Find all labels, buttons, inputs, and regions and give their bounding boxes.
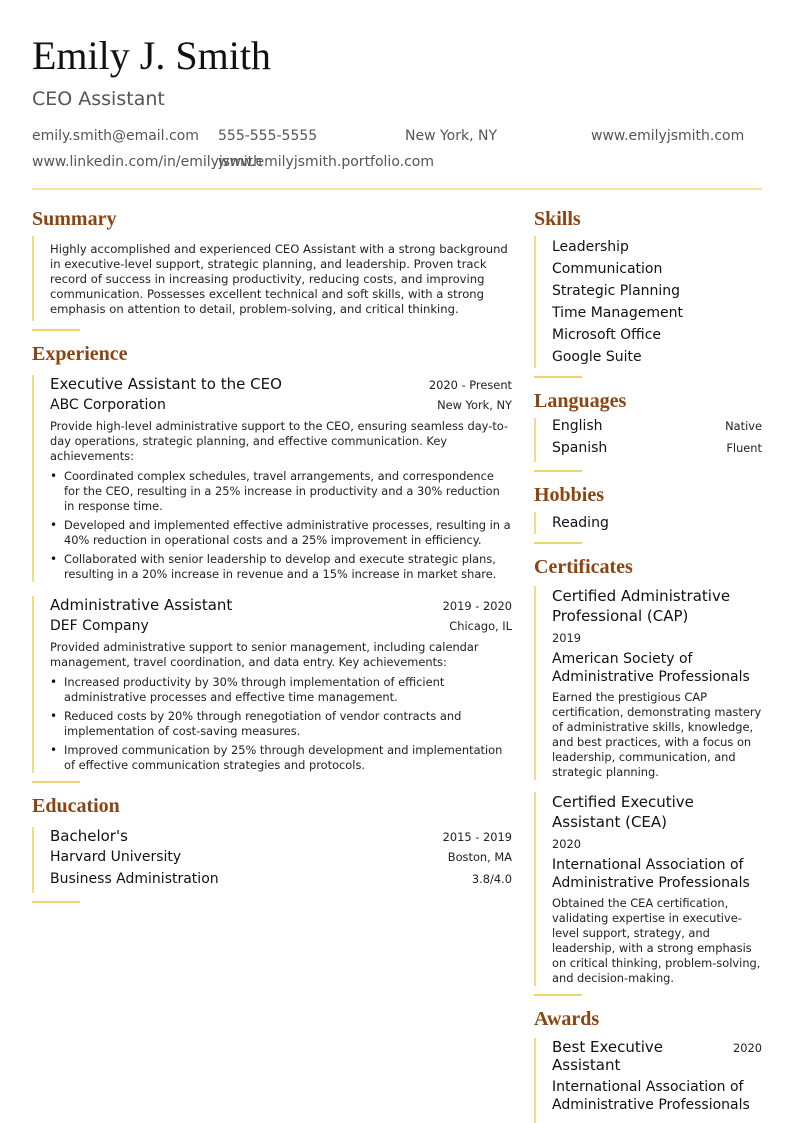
school-location: Boston, MA bbox=[447, 850, 512, 864]
language-name: English bbox=[552, 418, 603, 434]
section-divider bbox=[534, 994, 582, 996]
email-link[interactable]: emily.smith@email.com bbox=[32, 128, 199, 144]
job-location: New York, NY bbox=[437, 398, 512, 412]
summary-text: Highly accomplished and experienced CEO Assistant with a strong background in executive-level support, strategic planning, and leadership. Proven track record of success in increasing productivity, reducing costs, and improving communication. Possesses excellent technical and soft skills, with a strong emphasis on attention to detail, problem-solving, and critical thinking. bbox=[32, 236, 512, 321]
certificate-description: Earned the prestigious CAP certification, demonstrating mastery of administrative skills, knowledge, and best practices, with a focus on leadership, communication, and strategic planning. bbox=[552, 690, 762, 779]
education-heading: Education bbox=[32, 795, 120, 817]
skill-item: Time Management bbox=[552, 305, 683, 321]
job-location: Chicago, IL bbox=[449, 619, 512, 633]
certificates-heading: Certificates bbox=[534, 556, 633, 578]
website-link[interactable]: www.emilyjsmith.com bbox=[591, 128, 745, 144]
section-divider bbox=[32, 781, 80, 783]
awards-heading: Awards bbox=[534, 1008, 600, 1030]
achievement-item: • Reduced costs by 20% through renegotiation of vendor contracts and implementation of cost-saving measures. bbox=[50, 709, 512, 739]
skills-list bbox=[534, 236, 762, 368]
achievement-item: • Increased productivity by 30% through implementation of efficient administrative processes and effective time management. bbox=[50, 675, 512, 705]
certificate-entry bbox=[534, 586, 762, 780]
certificate-issuer: American Society of Administrative Professionals bbox=[552, 651, 750, 685]
education-entry bbox=[32, 827, 512, 893]
job-title: Executive Assistant to the CEO bbox=[50, 375, 282, 393]
language-item bbox=[552, 440, 762, 462]
candidate-name: Emily J. Smith bbox=[32, 33, 271, 78]
job-entry bbox=[32, 375, 512, 582]
skill-item: Strategic Planning bbox=[552, 283, 681, 299]
section-divider bbox=[32, 329, 80, 331]
hobbies-heading: Hobbies bbox=[534, 484, 605, 506]
job-description: Provide high-level administrative support to the CEO, ensuring seamless day-to-day operations, strategic planning, and effective communication. Key achievements: bbox=[50, 419, 509, 463]
right-column bbox=[534, 206, 762, 1123]
certificate-title: Certified Executive Assistant (CEA) bbox=[552, 793, 694, 831]
award-title: Best Executive Assistant bbox=[552, 1038, 664, 1074]
achievement-list bbox=[50, 469, 512, 582]
phone-number: 555-555-5555 bbox=[218, 128, 318, 144]
language-name: Spanish bbox=[552, 440, 608, 456]
job-company: ABC Corporation bbox=[50, 397, 166, 413]
linkedin-link[interactable]: www.linkedin.com/in/emilyjsmith bbox=[32, 154, 262, 170]
certificate-year: 2019 bbox=[552, 631, 581, 645]
award-entry bbox=[534, 1038, 762, 1123]
hobbies-list bbox=[534, 512, 762, 534]
achievement-item: • Coordinated complex schedules, travel arrangements, and correspondence for the CEO, resulting in a 25% increase in productivity and a 30% reduction in response time. bbox=[50, 469, 512, 514]
job-title: Administrative Assistant bbox=[50, 596, 233, 614]
certificate-title: Certified Administrative Professional (CAP) bbox=[552, 587, 731, 625]
job-dates: 2019 - 2020 bbox=[442, 599, 512, 613]
job-description: Provided administrative support to senior management, including calendar management, travel coordination, and data entry. Key achievements: bbox=[50, 640, 479, 669]
hobby-item: Reading bbox=[552, 515, 609, 531]
section-divider bbox=[534, 376, 582, 378]
summary-heading: Summary bbox=[32, 208, 117, 230]
language-level: Native bbox=[725, 419, 762, 433]
skill-item: Google Suite bbox=[552, 349, 642, 365]
language-item bbox=[552, 418, 762, 440]
skill-item: Microsoft Office bbox=[552, 327, 662, 343]
certificate-issuer: International Association of Administrative Professionals bbox=[552, 857, 750, 891]
achievement-item: • Developed and implemented effective administrative processes, resulting in a 40% reduction in operational costs and a 25% improvement in efficiency. bbox=[50, 518, 512, 548]
degree: Bachelor's bbox=[50, 827, 128, 845]
skills-heading: Skills bbox=[534, 208, 581, 230]
job-role: CEO Assistant bbox=[32, 88, 165, 110]
award-issuer: International Association of Administrative Professionals bbox=[552, 1079, 750, 1113]
location-text: New York, NY bbox=[405, 128, 498, 144]
gpa: 3.8/4.0 bbox=[471, 872, 512, 886]
certificate-description: Obtained the CEA certification, validating expertise in executive-level support, strategy, and leadership, with a strong emphasis on critical thinking, problem-solving, and decision-making. bbox=[552, 896, 761, 985]
language-level: Fluent bbox=[726, 441, 762, 455]
education-dates: 2015 - 2019 bbox=[442, 830, 512, 844]
achievement-item: • Improved communication by 25% through development and implementation of effective communication strategies and protocols. bbox=[50, 743, 512, 773]
job-dates: 2020 - Present bbox=[428, 378, 512, 392]
job-entry bbox=[32, 596, 512, 773]
contact-info bbox=[32, 128, 772, 180]
school-name: Harvard University bbox=[50, 849, 182, 865]
job-company: DEF Company bbox=[50, 618, 149, 634]
skill-item: Leadership bbox=[552, 239, 629, 255]
left-column bbox=[32, 206, 512, 913]
section-divider bbox=[32, 901, 80, 903]
certificate-year: 2020 bbox=[552, 837, 581, 851]
achievement-item: • Collaborated with senior leadership to develop and execute strategic plans, resulting in a 20% increase in revenue and a 15% increase in market share. bbox=[50, 552, 512, 582]
skill-item: Communication bbox=[552, 261, 663, 277]
header-divider bbox=[32, 188, 762, 190]
section-divider bbox=[534, 470, 582, 472]
achievement-list bbox=[50, 675, 512, 773]
languages-list bbox=[534, 418, 762, 462]
experience-heading: Experience bbox=[32, 343, 128, 365]
award-year: 2020 bbox=[733, 1041, 762, 1055]
languages-heading: Languages bbox=[534, 390, 627, 412]
portfolio-link[interactable]: www.emilyjsmith.portfolio.com bbox=[218, 154, 434, 170]
certificate-entry bbox=[534, 792, 762, 986]
field-of-study: Business Administration bbox=[50, 871, 219, 887]
section-divider bbox=[534, 542, 582, 544]
